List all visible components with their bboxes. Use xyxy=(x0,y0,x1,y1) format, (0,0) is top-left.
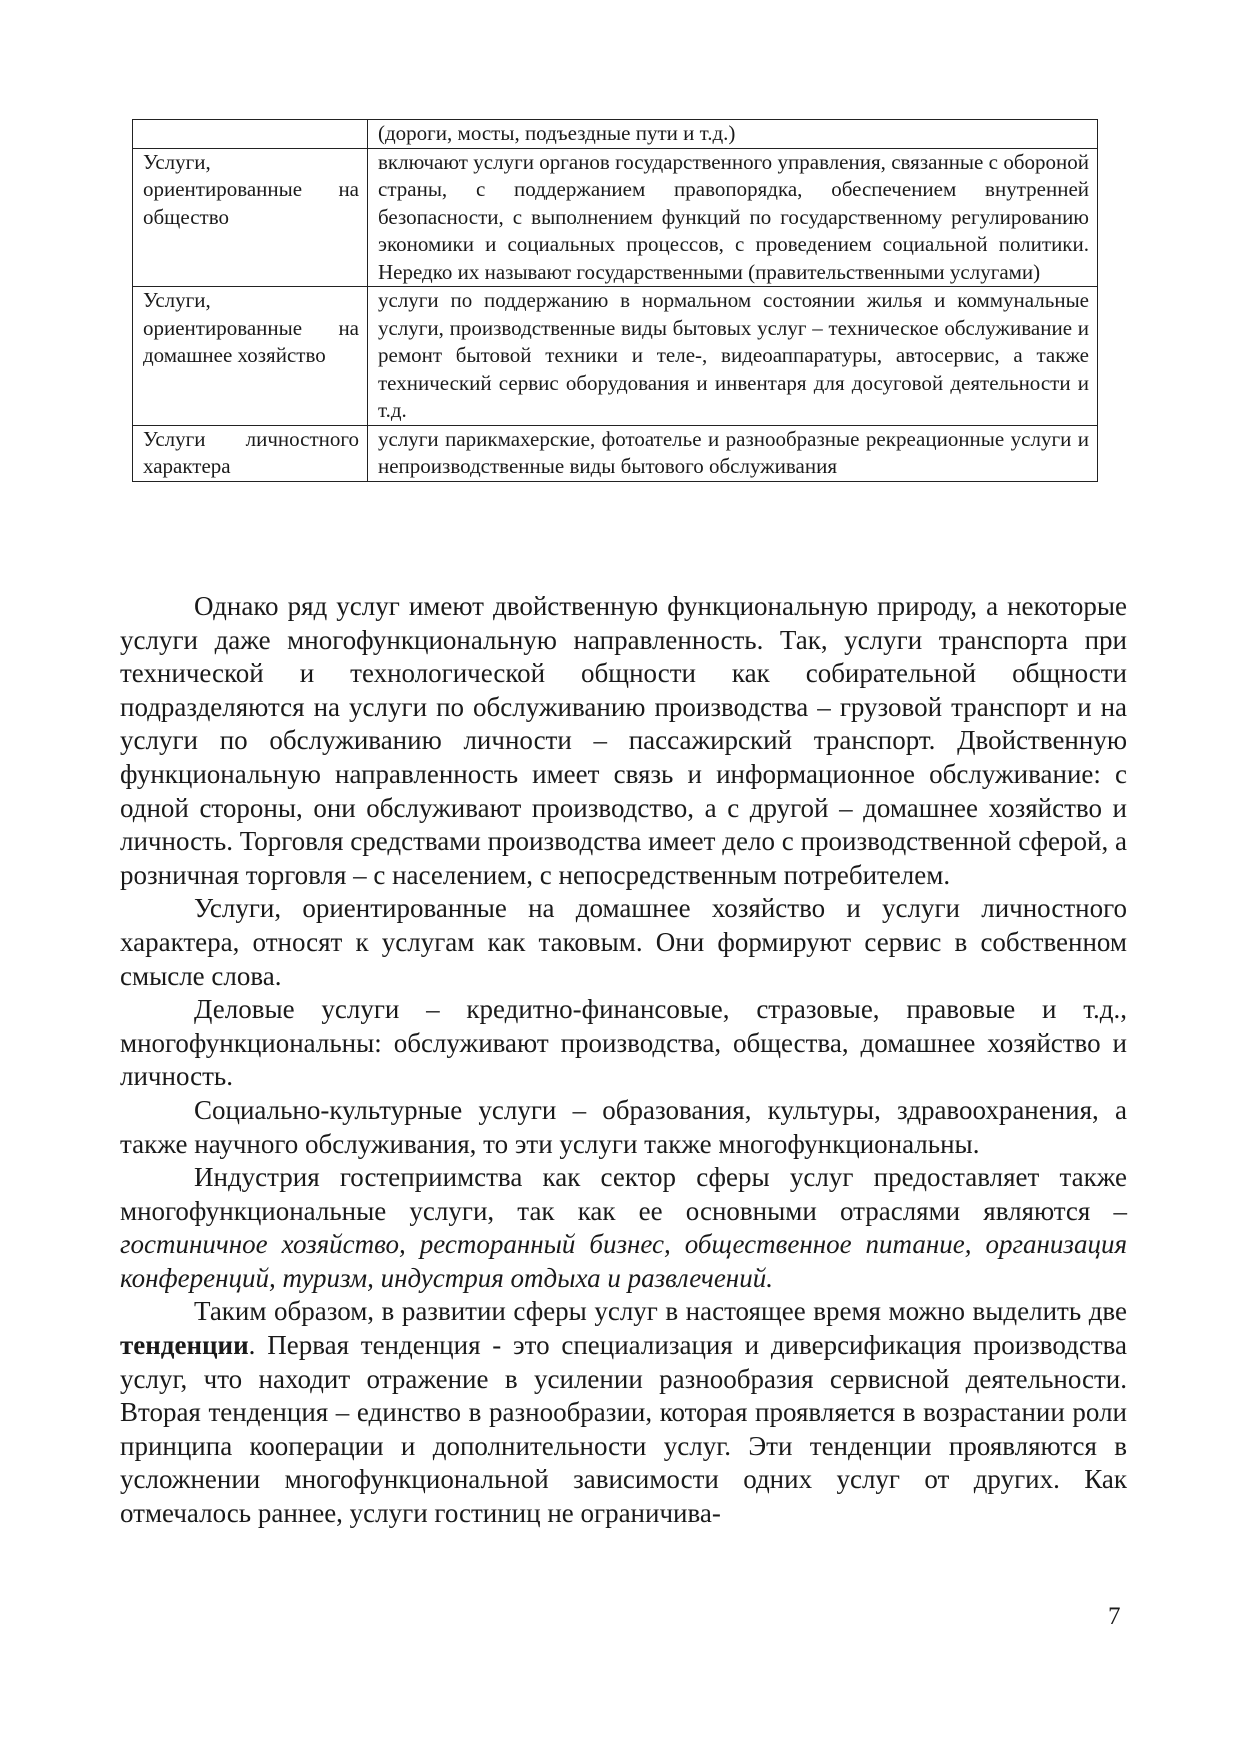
body-text xyxy=(120,590,1127,1531)
italic-industry-list: гостиничное хозяйство, ресторанный бизнес, общественное питание, организация конференций, туризм, индустрия отдыха и развлечений. xyxy=(120,1229,1127,1293)
table-cell-type: Услуги, ориентированные на домашнее хозяйство xyxy=(133,287,368,426)
paragraph xyxy=(120,1161,1127,1295)
table-row xyxy=(133,120,1098,149)
table-cell-description: включают услуги органов государственного управления, связанные с обороной страны, с поддержанием правопорядка, обеспечением внутренней безопасности, с выполнением функций по государственному регулированию экономики и социальных процессов, с проведением социальной политики. Нередко их называют государственными (правительственными услугами) xyxy=(368,148,1098,287)
paragraph-lead: Таким образом, в развитии сферы услуг в настоящее время можно выделить две xyxy=(194,1296,1127,1327)
paragraph: Социально-культурные услуги – образования, культуры, здравоохранения, а также научного обслуживания, то эти услуги также многофункциональны. xyxy=(120,1094,1127,1159)
service-types-table xyxy=(132,119,1098,482)
paragraph xyxy=(120,1295,1127,1530)
paragraph-rest: . Первая тенденция - это специализация и диверсификация производства услуг, что находит отражение в усилении разнообразия сервисной деятельности. Вторая тенденция – единство в разнообразии, которая проявляется в возрастании роли принципа кооперации и дополнительности услуг. Эти тенденции проявляются в усложнении многофункциональной зависимости одних услуг от других. Как отмечалось раннее, услуги гостиниц не ограничива- xyxy=(120,1330,1127,1529)
paragraph: Услуги, ориентированные на домашнее хозяйство и услуги личностного характера, относят к услугам как таковым. Они формируют сервис в собственном смысле слова. xyxy=(120,893,1127,991)
table-cell-description: услуги парикмахерские, фотоателье и разнообразные рекреационные услуги и непроизводственные виды бытового обслуживания xyxy=(368,425,1098,481)
table-cell-description: услуги по поддержанию в нормальном состоянии жилья и коммунальные услуги, производственные виды бытовых услуг – техническое обслуживание и ремонт бытовой техники и теле-, видеоаппаратуры, автосервис, а также технический сервис оборудования и инвентаря для досуговой деятельности и т.д. xyxy=(368,287,1098,426)
table-row xyxy=(133,148,1098,287)
paragraph-lead: Индустрия гостеприимства как сектор сферы услуг предоставляет также многофункциональные услуги, так как ее основными отраслями являются – xyxy=(120,1162,1127,1226)
paragraph: Деловые услуги – кредитно-финансовые, стразовые, правовые и т.д., многофункциональны: обслуживают производства, общества, домашнее хозяйство и личность. xyxy=(120,994,1127,1092)
table-cell-type: Услуги, ориентированные на общество xyxy=(133,148,368,287)
table-cell-type xyxy=(133,120,368,149)
table-row xyxy=(133,425,1098,481)
table-row xyxy=(133,287,1098,426)
table-cell-description: (дороги, мосты, подъездные пути и т.д.) xyxy=(368,120,1098,149)
paragraph: Однако ряд услуг имеют двойственную функциональную природу, а некоторые услуги даже многофункциональную направленность. Так, услуги транспорта при технической и технологической общности как собирательной общности подразделяются на услуги по обслуживанию производства – грузовой транспорт и на услуги по обслуживанию личности – пассажирский транспорт. Двойственную функциональную направленность имеет связь и информационное обслуживание: с одной стороны, они обслуживают производство, а с другой – домашнее хозяйство и личность. Торговля средствами производства имеет дело с производственной сферой, а розничная торговля – с населением, с непосредственным потребителем. xyxy=(120,591,1127,890)
table-cell-type: Услуги личностного характера xyxy=(133,425,368,481)
page-number: 7 xyxy=(1108,1603,1121,1630)
bold-term: тенденции xyxy=(120,1330,249,1361)
